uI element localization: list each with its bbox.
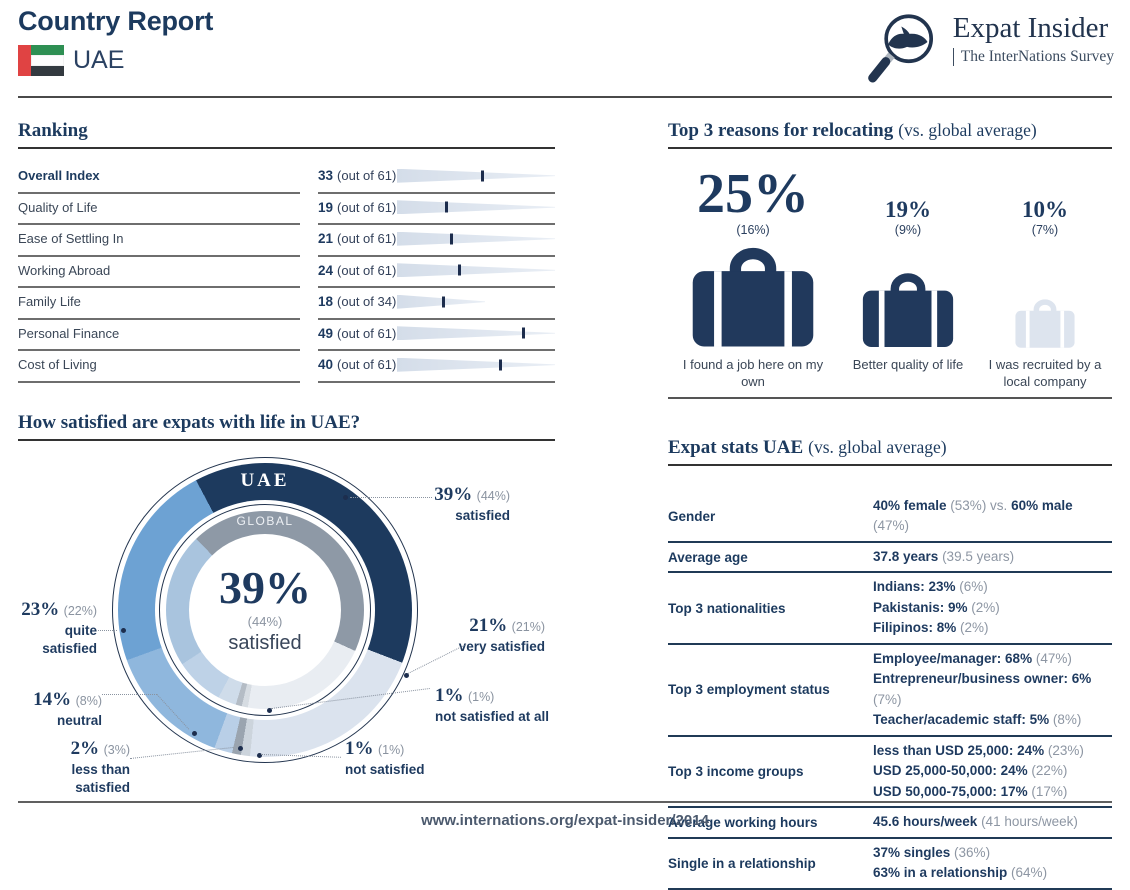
header-divider — [18, 96, 1112, 98]
reasons-section — [668, 120, 1112, 399]
rank-gauge — [397, 262, 555, 278]
stat-value-line: Entrepreneur/business owner: 6% (7%) — [873, 671, 1092, 707]
callout-global-percentage: (21%) — [511, 619, 545, 634]
stats-row — [668, 645, 1112, 737]
stats-row — [668, 492, 1112, 543]
stat-value-line: Teacher/academic staff: 5% (8%) — [873, 712, 1082, 728]
stat-label: Top 3 nationalities — [668, 600, 786, 616]
reason-percentage: 19% — [885, 197, 931, 223]
stat-value-line: 37% singles (36%) — [873, 844, 991, 860]
stat-label: Top 3 employment status — [668, 682, 830, 698]
callout-dot — [192, 731, 197, 736]
stat-value-line: USD 25,000-50,000: 24% (22%) — [873, 763, 1068, 779]
rank-suffix: (out of 61) — [337, 325, 397, 341]
donut-uae-label: UAE — [240, 469, 290, 491]
ranking-row — [18, 224, 555, 256]
rank-gauge-marker — [499, 359, 502, 370]
callout-dot — [121, 628, 126, 633]
reason-top — [1022, 157, 1068, 221]
ranking-value-cell — [318, 286, 555, 320]
rank-suffix: (out of 61) — [337, 262, 397, 278]
callout-label: satisfied — [455, 508, 510, 524]
rank-suffix: (out of 61) — [337, 231, 397, 247]
rank-gauge — [397, 294, 555, 310]
donut-callout-less-than-satisfied — [18, 737, 130, 797]
ranking-section — [18, 120, 555, 382]
ranking-category-label: Working Abroad — [18, 255, 300, 289]
reasons-row — [668, 157, 1112, 391]
rank-number: 21 — [318, 231, 334, 247]
callout-leader-line — [102, 694, 157, 695]
header — [18, 6, 213, 76]
ranking-category-label: Overall Index — [18, 160, 300, 194]
rank-number: 18 — [318, 294, 334, 310]
rank-suffix: (out of 34) — [337, 294, 397, 310]
stats-subtitle: (vs. global average) — [808, 436, 947, 457]
rank-gauge-marker — [522, 328, 525, 339]
rank-gauge-marker — [450, 233, 453, 244]
reason-item — [978, 157, 1112, 391]
donut-center — [189, 534, 341, 686]
stats-row — [668, 573, 1112, 645]
donut-callout-neutral — [18, 688, 102, 730]
rank-suffix: (out of 61) — [337, 168, 397, 184]
stat-value-line: 45.6 hours/week (41 hours/week) — [873, 814, 1078, 830]
callout-percentage: 14% — [33, 688, 72, 710]
rank-number: 19 — [318, 199, 334, 215]
callout-global-percentage: (8%) — [75, 693, 102, 708]
stat-value-line: USD 50,000-75,000: 17% (17%) — [873, 783, 1068, 799]
rank-gauge — [397, 199, 555, 215]
rank-gauge-marker — [442, 296, 445, 307]
callout-percentage: 21% — [469, 614, 508, 636]
reason-item — [668, 157, 838, 391]
reason-label: Better quality of life — [852, 357, 964, 372]
reasons-subtitle: (vs. global average) — [898, 120, 1037, 140]
rank-gauge — [397, 168, 555, 184]
rank-suffix: (out of 61) — [337, 199, 397, 215]
callout-percentage: 23% — [21, 598, 60, 620]
stats-title: Expat stats UAE — [668, 436, 804, 458]
rank-number: 33 — [318, 168, 334, 184]
logo-subtitle: The InterNations Survey — [953, 48, 1114, 66]
donut-callout-satisfied — [410, 483, 510, 525]
donut-callout-very-satisfied — [445, 614, 545, 656]
ranking-value-cell — [318, 255, 555, 289]
rank-gauge — [397, 231, 555, 247]
callout-label: very satisfied — [458, 639, 545, 655]
stat-label: Single in a relationship — [668, 855, 816, 871]
ranking-category-label: Ease of Settling In — [18, 223, 300, 257]
stats-row — [668, 737, 1112, 809]
logo-title: Expat Insider — [952, 12, 1109, 44]
reason-top — [697, 157, 809, 225]
stat-value — [873, 577, 1112, 639]
stat-value-line: Indians: 23% (6%) — [873, 579, 988, 595]
rank-gauge — [397, 357, 555, 373]
ranking-category-label: Personal Finance — [18, 318, 300, 352]
ranking-row — [18, 161, 555, 193]
rank-number: 49 — [318, 325, 334, 341]
reason-global-percentage: (7%) — [1031, 223, 1059, 237]
right-column — [668, 112, 1112, 890]
ranking-table — [18, 161, 555, 382]
rank-gauge-wedge — [397, 263, 555, 277]
country-name: UAE — [73, 46, 125, 74]
stats-row — [668, 543, 1112, 574]
stat-value — [873, 741, 1112, 803]
stat-value-line: 63% in a relationship (64%) — [873, 865, 1048, 881]
expat-insider-logo — [857, 6, 1114, 96]
ranking-value-cell — [318, 318, 555, 352]
callout-leader-line — [98, 630, 117, 631]
reason-item — [838, 157, 978, 391]
ranking-value-cell — [318, 192, 555, 226]
rank-gauge-wedge — [397, 232, 555, 246]
callout-global-percentage: (44%) — [476, 488, 510, 503]
ranking-row — [18, 287, 555, 319]
center-label: satisfied — [228, 631, 302, 654]
reason-percentage: 25% — [697, 162, 809, 225]
rank-gauge-wedge — [397, 200, 555, 214]
callout-label: not satisfied — [345, 762, 425, 778]
reasons-heading — [668, 120, 1112, 149]
stat-value-line: 37.8 years (39.5 years) — [873, 548, 1015, 564]
uae-flag-icon — [18, 45, 64, 76]
suitcase-icon — [690, 243, 816, 349]
ranking-row — [18, 193, 555, 225]
callout-label: neutral — [56, 713, 102, 729]
ranking-category-label: Cost of Living — [18, 349, 300, 383]
stat-value-line: Filipinos: 8% (2%) — [873, 620, 989, 636]
callout-global-percentage: (1%) — [377, 742, 405, 757]
magnifier-bird-icon — [857, 6, 953, 96]
callout-percentage: 39% — [434, 483, 473, 505]
stat-value — [873, 649, 1112, 731]
ranking-category-label: Family Life — [18, 286, 300, 320]
rank-gauge-marker — [458, 265, 461, 276]
ranking-value-cell — [318, 349, 555, 383]
satisfaction-section — [18, 412, 555, 793]
callout-global-percentage: (1%) — [467, 689, 495, 704]
footer-url: www.internations.org/expat-insider/2014 — [421, 812, 709, 829]
rank-number: 40 — [318, 357, 334, 373]
reasons-divider — [668, 397, 1112, 399]
stat-value-line: Pakistanis: 9% (2%) — [873, 599, 1000, 615]
rank-gauge — [397, 325, 555, 341]
stat-value-line: 40% female (53%) vs. 60% male (47%) — [873, 497, 1073, 534]
donut-callout-not-satisfied-at-all — [435, 684, 555, 726]
rank-gauge-wedge — [397, 326, 555, 340]
ranking-row — [18, 350, 555, 382]
callout-percentage: 2% — [70, 737, 100, 759]
callout-dot — [238, 746, 243, 751]
suitcase-icon — [861, 243, 955, 349]
page-title: Country Report — [18, 6, 214, 36]
stat-value-line: Employee/manager: 68% (47%) — [873, 650, 1072, 666]
rank-gauge-marker — [445, 202, 448, 213]
rank-gauge-wedge — [397, 358, 555, 372]
stats-table — [668, 492, 1112, 890]
stat-label: Gender — [668, 508, 716, 524]
center-global-percentage: (44%) — [247, 613, 283, 629]
ranking-value-cell — [318, 223, 555, 257]
stats-heading — [668, 437, 1112, 466]
callout-label: quite satisfied — [42, 623, 97, 656]
stat-value — [873, 496, 1112, 537]
left-column — [18, 112, 555, 793]
donut-callout-not-satisfied — [345, 737, 455, 779]
stats-row — [668, 839, 1112, 890]
callout-label: not satisfied at all — [435, 709, 550, 725]
reason-label: I found a job here on my own — [682, 357, 824, 389]
reason-global-percentage: (9%) — [894, 223, 922, 237]
stat-value — [873, 547, 1112, 568]
reason-global-percentage: (16%) — [736, 223, 770, 237]
ranking-value-cell — [318, 160, 555, 194]
ranking-category-label: Quality of Life — [18, 192, 300, 226]
callout-percentage: 1% — [345, 737, 374, 759]
stat-value — [873, 843, 1112, 884]
footer-divider — [18, 801, 1112, 803]
country-row — [18, 45, 213, 76]
donut-chart — [112, 457, 418, 763]
stat-label: Average working hours — [668, 815, 818, 831]
reason-label: I was recruited by a local company — [988, 357, 1102, 389]
satisfaction-donut-figure — [18, 445, 555, 793]
reason-top — [885, 157, 931, 221]
callout-leader-line — [350, 497, 432, 498]
callout-percentage: 1% — [435, 684, 464, 706]
stat-value-line: less than USD 25,000: 24% (23%) — [873, 742, 1084, 758]
reason-percentage: 10% — [1022, 197, 1068, 223]
rank-number: 24 — [318, 262, 334, 278]
stat-label: Top 3 income groups — [668, 764, 804, 780]
rank-gauge-wedge — [397, 295, 485, 309]
satisfaction-heading: How satisfied are expats with life in UAE? — [18, 412, 555, 441]
donut-global-label: GLOBAL — [236, 513, 294, 528]
callout-global-percentage: (22%) — [63, 603, 97, 618]
center-percentage: 39% — [219, 561, 311, 613]
logo-text — [953, 12, 1114, 66]
rank-suffix: (out of 61) — [337, 357, 397, 373]
ranking-row — [18, 319, 555, 351]
callout-global-percentage: (3%) — [103, 742, 130, 757]
donut-callout-quite-satisfied — [18, 598, 97, 658]
callout-label: less than satisfied — [71, 762, 130, 795]
suitcase-icon — [1014, 243, 1076, 349]
rank-gauge-wedge — [397, 169, 555, 183]
ranking-heading: Ranking — [18, 120, 555, 149]
ranking-row — [18, 256, 555, 288]
rank-gauge-marker — [481, 170, 484, 181]
stat-label: Average age — [668, 549, 748, 565]
reasons-title: Top 3 reasons for relocating — [668, 120, 894, 141]
callout-dot — [343, 495, 348, 500]
